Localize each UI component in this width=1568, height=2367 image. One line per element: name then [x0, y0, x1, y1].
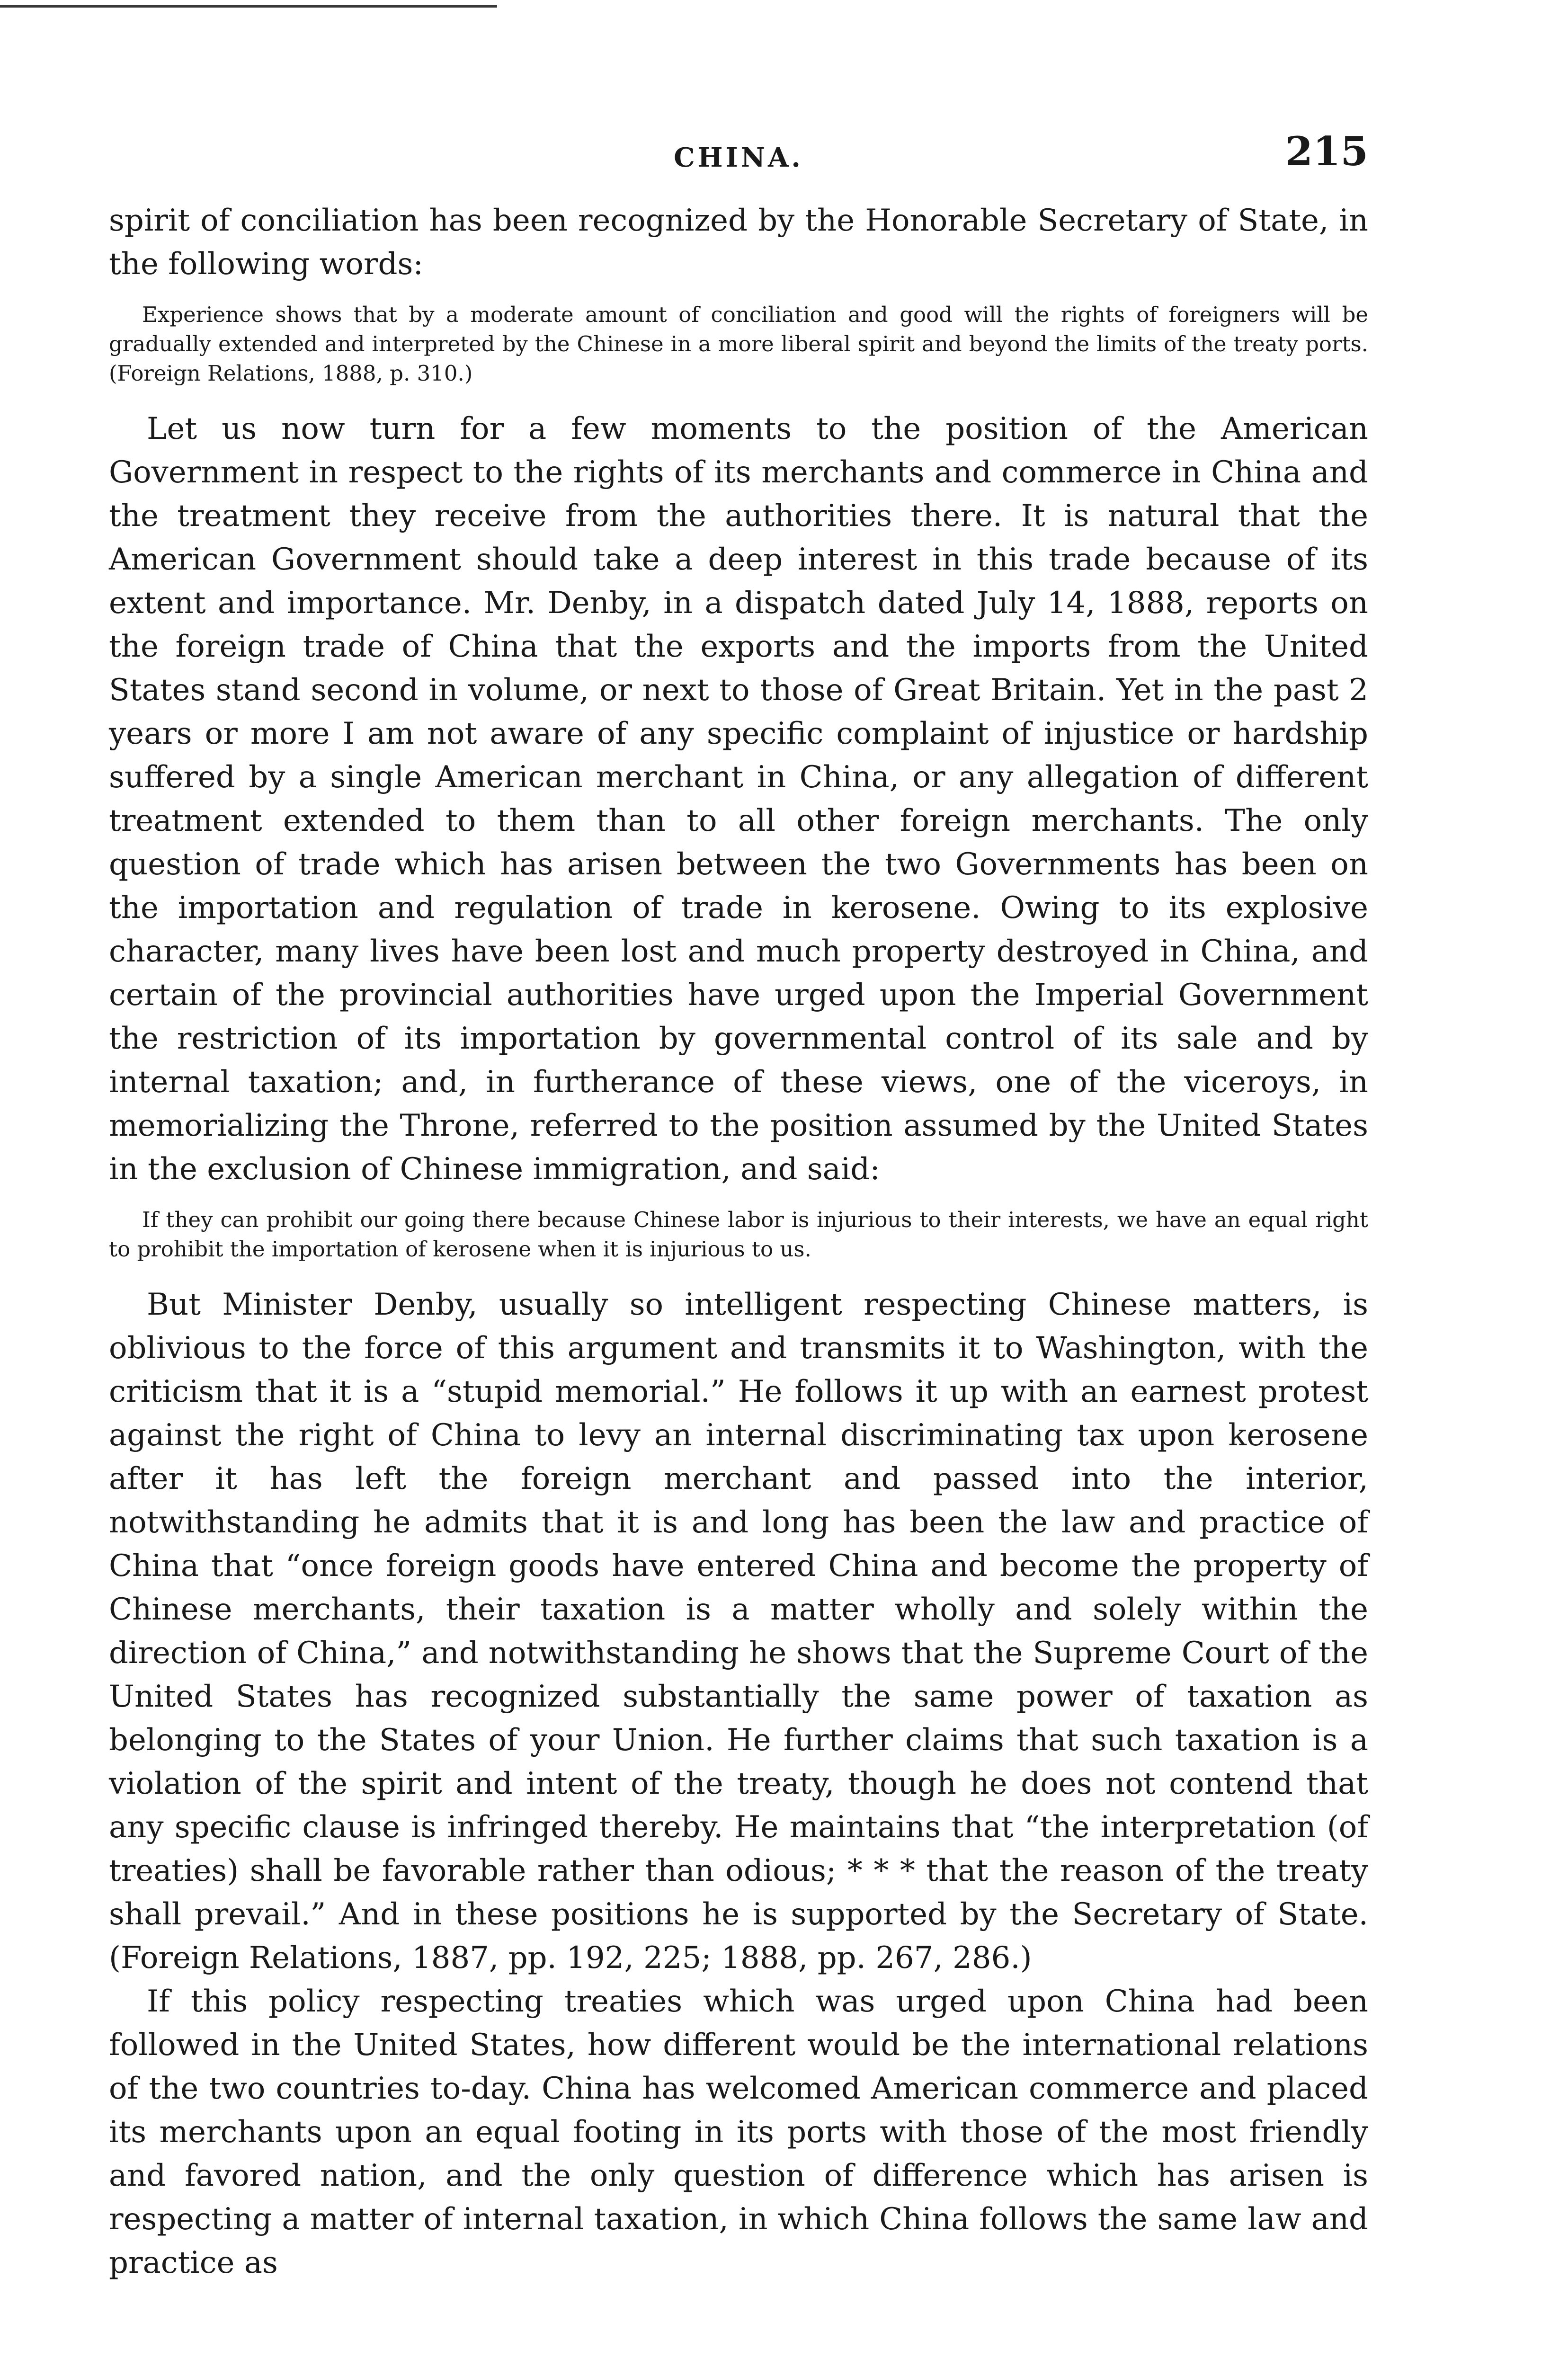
paragraph-continuation: spirit of conciliation has been recognized by the Honorable Secretary of State, in the following words:: [109, 203, 1368, 282]
body-text: [109, 199, 1368, 2285]
paragraph-policy-treaties: If this policy respecting treaties which was urged upon China had been followed in the United States, how different would be the international relations of the two countries to-day. China has welcomed American commerce and placed its merchants upon an equal footing in its ports with those of the most friendly and favored nation, and the only question of difference which has arisen is respecting a matter of internal taxation, in which China follows the same law and practice as: [109, 1984, 1368, 2280]
paragraph-minister-denby: But Minister Denby, usually so intelligent respecting Chinese matters, is oblivious to the force of this argument and transmits it to Washington, with the criticism that it is a “stupid memorial.” He follows it up with an earnest protest against the right of China to levy an internal discriminating tax upon kerosene after it has left the foreign merchant and passed into the interior, notwithstanding he admits that it is and long has been the law and practice of China that “once foreign goods have entered China and become the property of Chinese merchants, their taxation is a matter wholly and solely within the direction of China,” and notwithstanding he shows that the Supreme Court of the United States has recognized substantially the same power of taxation as belonging to the States of your Union. He further claims that such taxation is a violation of the spirit and intent of the treaty, though he does not contend that any specific clause is infringed thereby. He maintains that “the interpretation (of treaties) shall be favorable rather than odious; * * * that the reason of the treaty shall prevail.” And in these positions he is supported by the Secretary of State. (Foreign Relations, 1887, pp. 192, 225; 1888, pp. 267, 286.): [109, 1287, 1368, 1975]
running-head: [109, 128, 1368, 185]
page: [109, 0, 1368, 2367]
page-number: 215: [1285, 128, 1368, 175]
running-title: CHINA.: [674, 142, 803, 173]
paragraph-american-government: Let us now turn for a few moments to the position of the American Government in respect to the rights of its merchants and commerce in China and the treatment they receive from the authorities there. It is natural that the American Government should take a deep interest in this trade because of its extent and importance. Mr. Denby, in a dispatch dated July 14, 1888, reports on the foreign trade of China that the exports and the imports from the United States stand second in volume, or next to those of Great Britain. Yet in the past 2 years or more I am not aware of any specific complaint of injustice or hardship suffered by a single American merchant in China, or any allegation of different treatment extended to them than to all other foreign merchants. The only question of trade which has arisen between the two Governments has been on the importation and regulation of trade in kerosene. Owing to its explosive character, many lives have been lost and much property destroyed in China, and certain of the provincial authorities have urged upon the Imperial Government the restriction of its importation by governmental control of its sale and by internal taxation; and, in furtherance of these views, one of the viceroys, in memorializing the Throne, referred to the position assumed by the United States in the exclusion of Chinese immigration, and said:: [109, 411, 1368, 1187]
block-quote-experience: Experience shows that by a moderate amount of conciliation and good will the rights of foreigners will be gradually extended and interpreted by the Chinese in a more liberal spirit and beyond the limits of the treaty ports. (Foreign Relations, 1888, p. 310.): [109, 302, 1368, 386]
block-quote-kerosene: If they can prohibit our going there because Chinese labor is injurious to their interests, we have an equal right to prohibit the importation of kerosene when it is injurious to us.: [109, 1207, 1368, 1262]
